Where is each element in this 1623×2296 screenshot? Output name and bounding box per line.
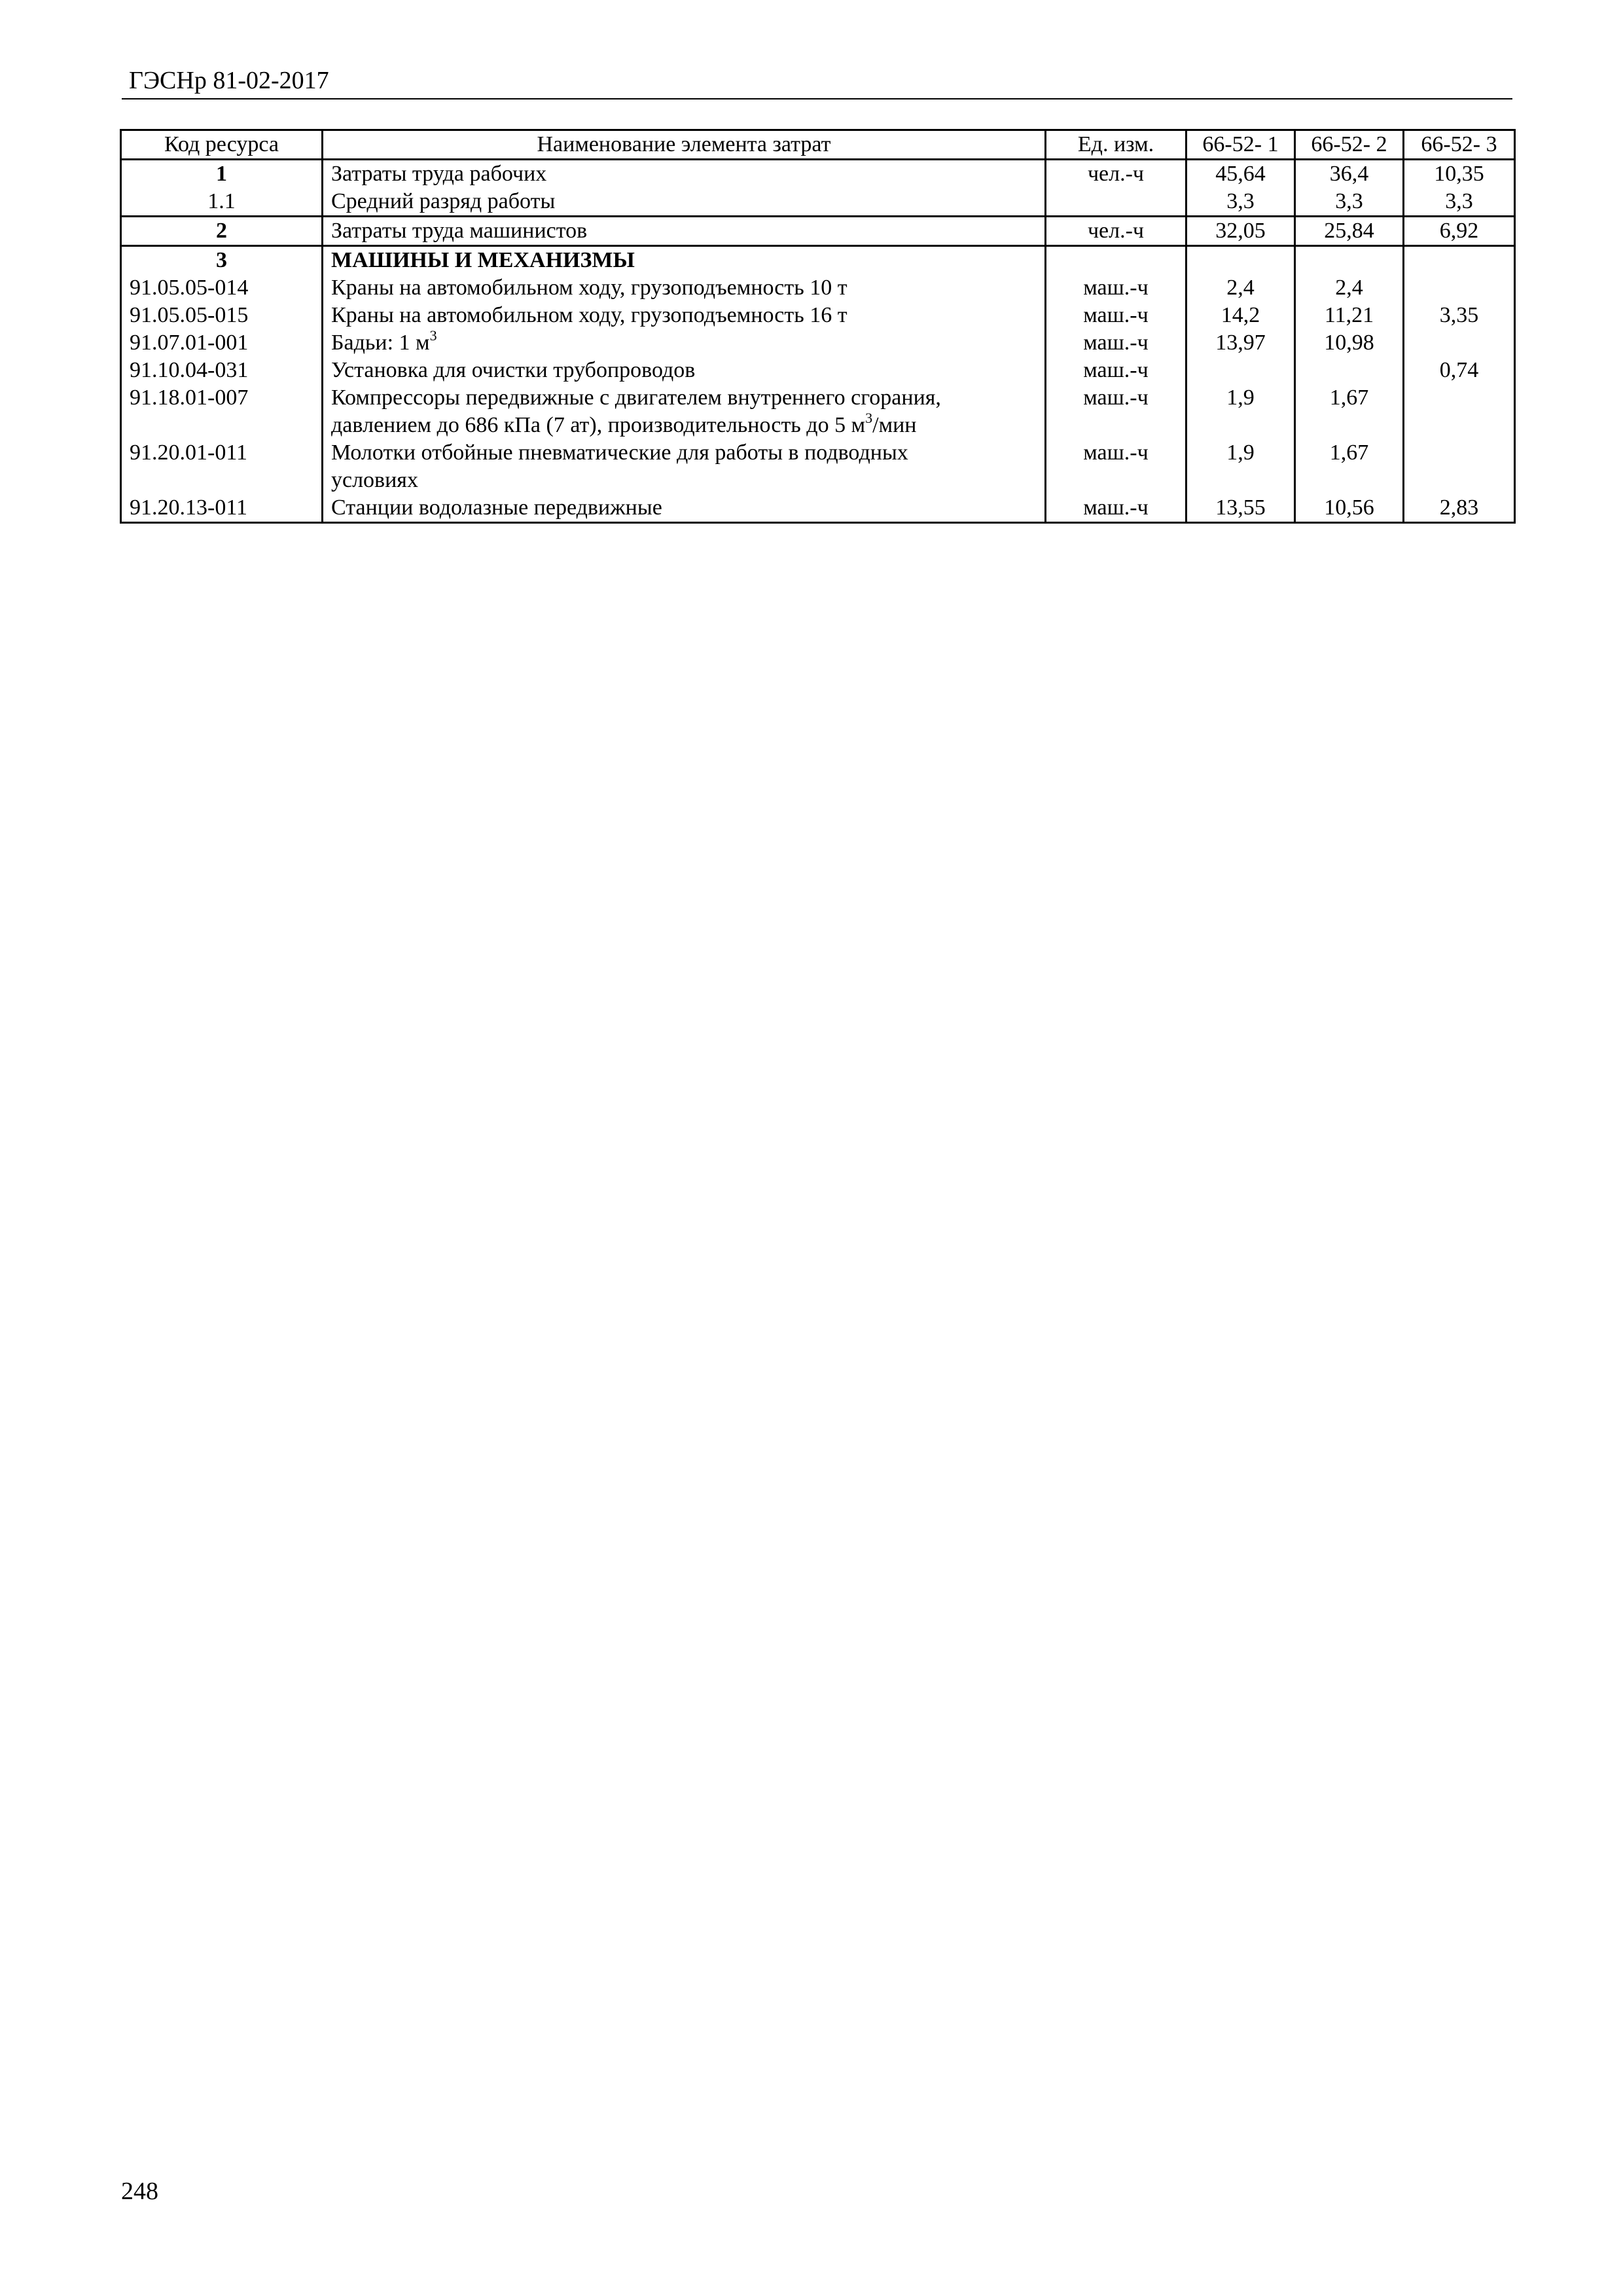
value-66-52-3: 10,35 bbox=[1404, 160, 1515, 188]
resource-code: 3 bbox=[121, 246, 323, 275]
value-66-52-2: 1,67 bbox=[1295, 384, 1404, 439]
unit: чел.-ч bbox=[1046, 160, 1186, 188]
name-line-1: Молотки отбойные пневматические для работы в подводных bbox=[331, 440, 908, 465]
table-header-row bbox=[121, 130, 1515, 160]
cost-element-name bbox=[323, 329, 1046, 357]
resource-code: 2 bbox=[121, 217, 323, 246]
resource-code: 91.10.04-031 bbox=[121, 357, 323, 384]
value-66-52-1 bbox=[1186, 246, 1295, 275]
header-rule bbox=[122, 98, 1512, 99]
value-66-52-3 bbox=[1404, 439, 1515, 494]
value-66-52-3: 2,83 bbox=[1404, 494, 1515, 523]
unit: маш.-ч bbox=[1046, 439, 1186, 494]
resource-code: 91.05.05-015 bbox=[121, 302, 323, 329]
table-row bbox=[121, 188, 1515, 217]
table-row bbox=[121, 357, 1515, 384]
value-66-52-2: 3,3 bbox=[1295, 188, 1404, 217]
value-66-52-1: 32,05 bbox=[1186, 217, 1295, 246]
table-row bbox=[121, 439, 1515, 494]
value-66-52-1 bbox=[1186, 357, 1295, 384]
col-header-66-52-3: 66-52- 3 bbox=[1404, 130, 1515, 160]
cost-element-name: Средний разряд работы bbox=[323, 188, 1046, 217]
value-66-52-2: 10,56 bbox=[1295, 494, 1404, 523]
col-header-unit: Ед. изм. bbox=[1046, 130, 1186, 160]
name-line-2: условиях bbox=[331, 468, 418, 492]
value-66-52-1: 14,2 bbox=[1186, 302, 1295, 329]
value-66-52-1: 1,9 bbox=[1186, 384, 1295, 439]
col-header-name: Наименование элемента затрат bbox=[323, 130, 1046, 160]
value-66-52-2: 11,21 bbox=[1295, 302, 1404, 329]
cost-element-name: Установка для очистки трубопроводов bbox=[323, 357, 1046, 384]
value-66-52-1: 45,64 bbox=[1186, 160, 1295, 188]
value-66-52-3: 6,92 bbox=[1404, 217, 1515, 246]
table-row bbox=[121, 160, 1515, 188]
value-66-52-3 bbox=[1404, 329, 1515, 357]
resource-code: 1 bbox=[121, 160, 323, 188]
unit: маш.-ч bbox=[1046, 384, 1186, 439]
name-text: Бадьи: 1 м bbox=[331, 331, 430, 355]
name-line-2a: давлением до 686 кПа (7 ат), производительность до 5 м bbox=[331, 413, 866, 437]
cost-element-name: Затраты труда рабочих bbox=[323, 160, 1046, 188]
resource-code: 1.1 bbox=[121, 188, 323, 217]
resource-code: 91.05.05-014 bbox=[121, 274, 323, 302]
superscript: 3 bbox=[429, 327, 437, 344]
table-row bbox=[121, 274, 1515, 302]
value-66-52-3: 0,74 bbox=[1404, 357, 1515, 384]
value-66-52-1: 2,4 bbox=[1186, 274, 1295, 302]
resource-code: 91.18.01-007 bbox=[121, 384, 323, 439]
resource-code: 91.07.01-001 bbox=[121, 329, 323, 357]
resource-cost-table bbox=[120, 129, 1516, 524]
col-header-66-52-1: 66-52- 1 bbox=[1186, 130, 1295, 160]
unit: маш.-ч bbox=[1046, 357, 1186, 384]
value-66-52-2 bbox=[1295, 357, 1404, 384]
value-66-52-1: 3,3 bbox=[1186, 188, 1295, 217]
cost-element-name bbox=[323, 384, 1046, 439]
value-66-52-2: 25,84 bbox=[1295, 217, 1404, 246]
value-66-52-3 bbox=[1404, 384, 1515, 439]
name-line-1: Компрессоры передвижные с двигателем внутреннего сгорания, bbox=[331, 386, 941, 410]
unit: маш.-ч bbox=[1046, 494, 1186, 523]
value-66-52-2: 2,4 bbox=[1295, 274, 1404, 302]
cost-element-name: Станции водолазные передвижные bbox=[323, 494, 1046, 523]
unit: маш.-ч bbox=[1046, 274, 1186, 302]
table-row bbox=[121, 384, 1515, 439]
value-66-52-3: 3,3 bbox=[1404, 188, 1515, 217]
unit: чел.-ч bbox=[1046, 217, 1186, 246]
cost-element-name bbox=[323, 439, 1046, 494]
value-66-52-1: 1,9 bbox=[1186, 439, 1295, 494]
col-header-code: Код ресурса bbox=[121, 130, 323, 160]
cost-element-name: Затраты труда машинистов bbox=[323, 217, 1046, 246]
value-66-52-1: 13,97 bbox=[1186, 329, 1295, 357]
section-title: МАШИНЫ И МЕХАНИЗМЫ bbox=[323, 246, 1046, 275]
page-number: 248 bbox=[121, 2178, 158, 2205]
table-row bbox=[121, 217, 1515, 246]
unit bbox=[1046, 246, 1186, 275]
unit: маш.-ч bbox=[1046, 302, 1186, 329]
resource-code: 91.20.13-011 bbox=[121, 494, 323, 523]
value-66-52-2 bbox=[1295, 246, 1404, 275]
unit bbox=[1046, 188, 1186, 217]
value-66-52-2: 36,4 bbox=[1295, 160, 1404, 188]
col-header-66-52-2: 66-52- 2 bbox=[1295, 130, 1404, 160]
document-header-title: ГЭСНр 81-02-2017 bbox=[129, 67, 329, 94]
table-row bbox=[121, 494, 1515, 523]
value-66-52-1: 13,55 bbox=[1186, 494, 1295, 523]
name-line-2b: /мин bbox=[872, 413, 917, 437]
unit: маш.-ч bbox=[1046, 329, 1186, 357]
value-66-52-2: 1,67 bbox=[1295, 439, 1404, 494]
value-66-52-3: 3,35 bbox=[1404, 302, 1515, 329]
table-row bbox=[121, 329, 1515, 357]
table-row bbox=[121, 302, 1515, 329]
cost-element-name: Краны на автомобильном ходу, грузоподъемность 16 т bbox=[323, 302, 1046, 329]
value-66-52-3 bbox=[1404, 274, 1515, 302]
cost-element-name: Краны на автомобильном ходу, грузоподъемность 10 т bbox=[323, 274, 1046, 302]
superscript: 3 bbox=[865, 410, 873, 426]
table-row bbox=[121, 246, 1515, 275]
value-66-52-3 bbox=[1404, 246, 1515, 275]
resource-code: 91.20.01-011 bbox=[121, 439, 323, 494]
value-66-52-2: 10,98 bbox=[1295, 329, 1404, 357]
